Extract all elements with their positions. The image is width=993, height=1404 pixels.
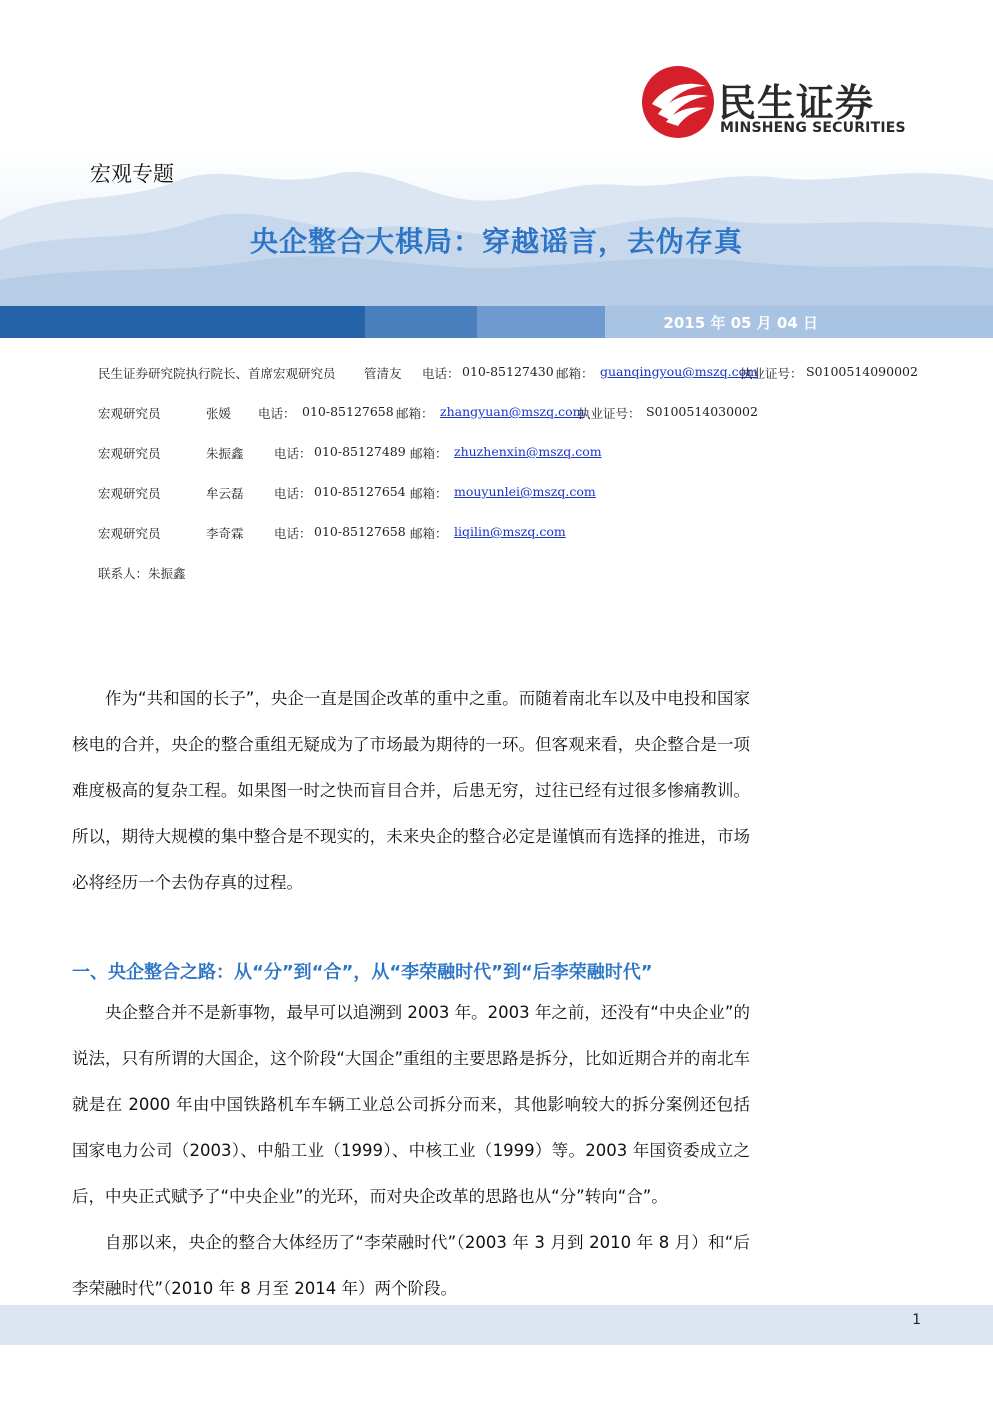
band-segment-mid	[365, 306, 477, 338]
phone-label: 电话：	[274, 486, 312, 501]
email-label: 邮箱：	[410, 446, 448, 461]
brand-name-cn: 民生证券	[718, 81, 875, 125]
phone-label: 电话：	[274, 446, 312, 461]
author-role: 宏观研究员	[98, 406, 161, 421]
author-phone: 010-85127489	[314, 444, 406, 459]
email-label: 邮箱：	[396, 406, 434, 421]
report-date: 2015 年 05 月 04 日	[663, 314, 818, 332]
body-paragraph: 央企整合并不是新事物，最早可以追溯到 2003 年。2003 年之前，还没有“中央企业”的说法，只有所谓的大国企，这个阶段“大国企”重组的主要思路是拆分，比如近期合并的南北车就是在 2000 年由中国铁路机车车辆工业总公司拆分而来，其他影响较大的拆分案例还包括国家电力公司（2003）、中船工业（1999）、中核工业（1999）等。2003 年国资委成立之后，中央正式赋予了“中央企业”的光环，而对央企改革的思路也从“分”转向“合”。	[72, 1003, 750, 1206]
author-role: 宏观研究员	[98, 526, 161, 541]
contact-person: 联系人：朱振鑫	[98, 566, 186, 581]
band-segment-dark	[0, 306, 365, 338]
author-cert: S0100514090002	[806, 364, 918, 379]
author-name: 朱振鑫	[206, 446, 244, 461]
report-section-label: 宏观专题	[90, 162, 174, 186]
brand-name-en: MINSHENG SECURITIES	[720, 120, 906, 136]
author-phone: 010-85127654	[314, 484, 406, 499]
cert-label: 执业证号：	[740, 366, 803, 381]
author-name: 张媛	[206, 406, 232, 421]
author-role: 民生证券研究院执行院长、首席宏观研究员	[98, 366, 336, 381]
email-label: 邮箱：	[556, 366, 594, 381]
author-email-link[interactable]: liqilin@mszq.com	[454, 524, 566, 539]
page-footer	[0, 1305, 993, 1345]
band-segment-mid2	[477, 306, 605, 338]
section-heading: 一、央企整合之路：从“分”到“合”，从“李荣融时代”到“后李荣融时代”	[72, 962, 653, 983]
phone-label: 电话：	[258, 406, 296, 421]
phone-label: 电话：	[422, 366, 460, 381]
page-number: 1	[912, 1312, 921, 1328]
brand-logo	[640, 64, 920, 144]
author-phone: 010-85127430	[462, 364, 554, 379]
author-phone: 010-85127658	[314, 524, 406, 539]
author-name: 管清友	[364, 366, 402, 381]
header-band	[0, 306, 993, 338]
author-email-link[interactable]: zhangyuan@mszq.com	[440, 404, 585, 419]
email-label: 邮箱：	[410, 526, 448, 541]
author-name: 李奇霖	[206, 526, 244, 541]
phone-label: 电话：	[274, 526, 312, 541]
report-title: 央企整合大棋局：穿越谣言，去伪存真	[249, 225, 743, 258]
cert-label: 执业证号：	[578, 406, 641, 421]
email-label: 邮箱：	[410, 486, 448, 501]
author-role: 宏观研究员	[98, 446, 161, 461]
body-paragraph: 自那以来，央企的整合大体经历了“李荣融时代”（2003 年 3 月到 2010 年 8 月）和“后李荣融时代”（2010 年 8 月至 2014 年）两个阶段。	[72, 1233, 750, 1298]
author-email-link[interactable]: zhuzhenxin@mszq.com	[454, 444, 602, 459]
author-cert: S0100514030002	[646, 404, 758, 419]
author-email-link[interactable]: guanqingyou@mszq.com	[600, 364, 758, 379]
author-email-link[interactable]: mouyunlei@mszq.com	[454, 484, 596, 499]
intro-paragraph: 作为“共和国的长子”，央企一直是国企改革的重中之重。而随着南北车以及中电投和国家核电的合并，央企的整合重组无疑成为了市场最为期待的一环。但客观来看，央企整合是一项难度极高的复杂工程。如果图一时之快而盲目合并，后患无穷，过往已经有过很多惨痛教训。所以，期待大规模的集中整合是不现实的，未来央企的整合必定是谨慎而有选择的推进，市场必将经历一个去伪存真的过程。	[72, 689, 750, 892]
minsheng-logo-icon	[640, 64, 716, 140]
author-name: 牟云磊	[206, 486, 244, 501]
author-phone: 010-85127658	[302, 404, 394, 419]
author-role: 宏观研究员	[98, 486, 161, 501]
